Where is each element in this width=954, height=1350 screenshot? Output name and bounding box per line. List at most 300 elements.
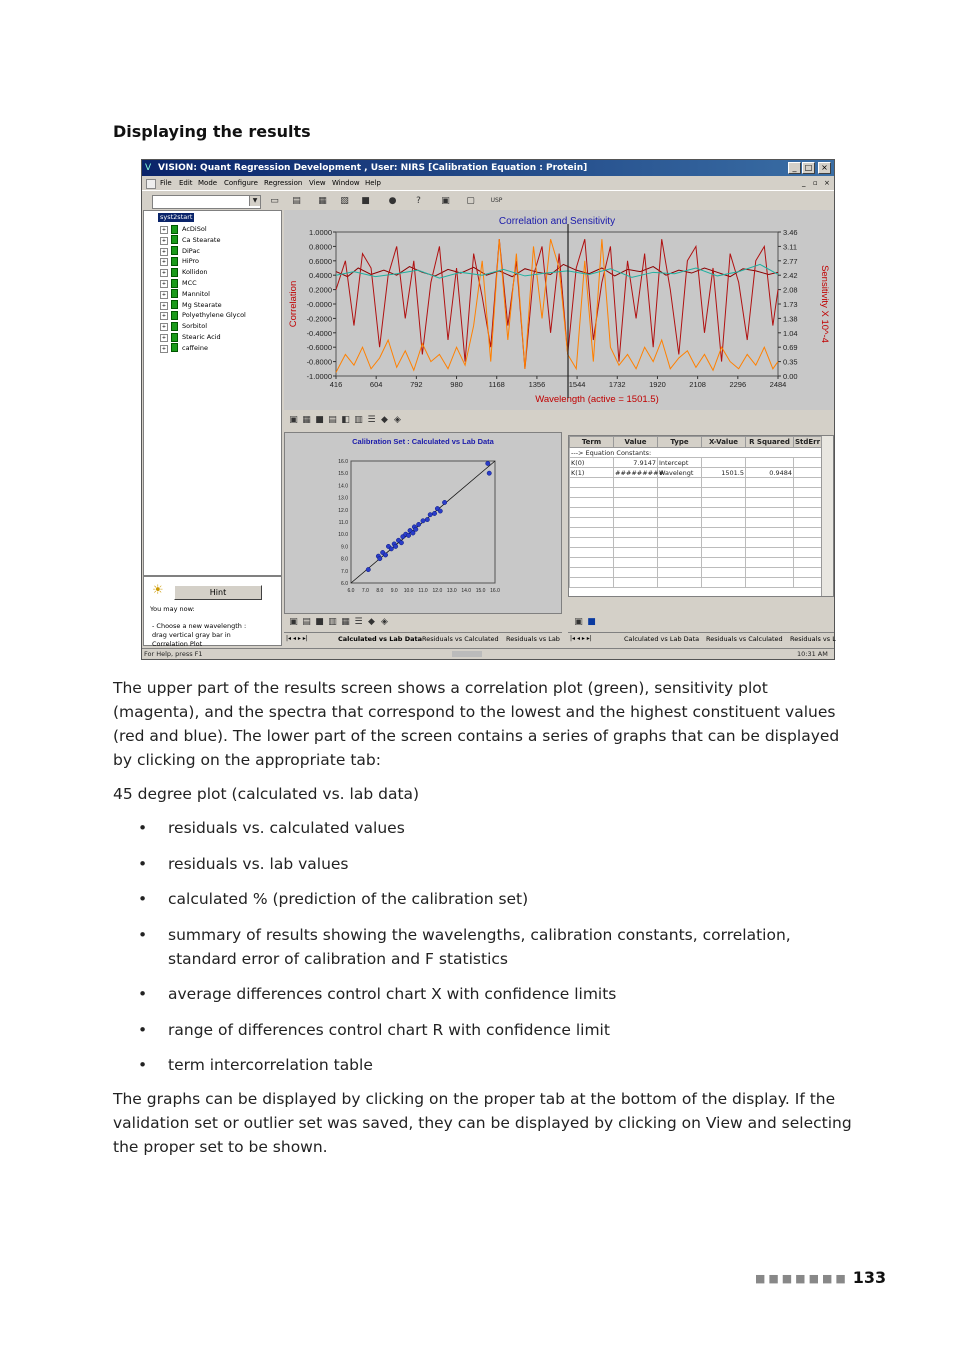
x-tick-label: 604: [369, 380, 383, 389]
scatter-x-tick-label: 14.0: [461, 588, 472, 594]
y2-tick-label: 0.00: [783, 372, 798, 381]
new-icon[interactable]: ▭: [270, 196, 279, 206]
chart-title: Correlation and Sensitivity: [498, 216, 616, 227]
folder-icon: [171, 268, 178, 277]
table-cell[interactable]: [702, 518, 746, 528]
scatter-point: [414, 527, 418, 531]
tab-residuals-vs-lab[interactable]: Residuals vs Lab: [506, 635, 560, 643]
table-cell[interactable]: [794, 488, 822, 498]
scatter-point: [416, 522, 420, 526]
table-cell[interactable]: [570, 558, 614, 568]
table-cell[interactable]: [746, 548, 794, 558]
scatter-point: [406, 533, 410, 537]
lightbulb-icon: ☀: [152, 583, 164, 598]
scatter-y-tick-label: 14.0: [338, 483, 348, 490]
status-progress: [452, 651, 482, 657]
expand-icon[interactable]: +: [161, 335, 167, 341]
scatter-x-tick-label: 16.0: [490, 588, 500, 594]
table-cell[interactable]: [746, 488, 794, 498]
table-cell[interactable]: [746, 498, 794, 508]
column-header[interactable]: X-Value: [702, 437, 746, 448]
table-cell[interactable]: [702, 568, 746, 578]
table-cell[interactable]: [658, 498, 702, 508]
table-cell[interactable]: [794, 558, 822, 568]
y2-tick-label: 3.46: [783, 228, 798, 237]
expand-icon[interactable]: +: [161, 248, 167, 255]
table-cell[interactable]: [614, 568, 658, 578]
menu-mode[interactable]: Mode: [198, 179, 218, 187]
x-tick-label: 792: [410, 380, 423, 389]
scatter-point: [428, 512, 432, 516]
column-header[interactable]: Value: [614, 437, 658, 448]
tab-calculated-vs-lab-right[interactable]: Calculated vs Lab Data: [624, 635, 700, 643]
folder-icon: [171, 289, 178, 298]
camera-icon[interactable]: ▣: [289, 617, 298, 627]
window-title: VISION: Quant Regression Development , User: NIRS [Calibration Equation : Protein]: [158, 163, 588, 173]
tree-item[interactable]: [160, 300, 222, 310]
scatter-y-tick-label: 16.0: [338, 459, 348, 465]
table-cell[interactable]: [702, 578, 746, 588]
scatter-point: [399, 541, 403, 545]
tree-item[interactable]: [160, 310, 246, 320]
tree-item[interactable]: [160, 332, 221, 342]
axes-icon[interactable]: ▦: [341, 617, 350, 627]
y-tick-label: 0.4000: [309, 271, 332, 281]
table-cell[interactable]: [746, 518, 794, 528]
hint-button[interactable]: Hint: [174, 585, 262, 600]
bullet-item: • residuals vs. lab values: [113, 852, 853, 876]
table-row: [570, 488, 822, 498]
bullet-list: [113, 816, 853, 1089]
tree-item-label: DiPac: [182, 246, 200, 255]
page-number-text: 133: [852, 1268, 887, 1287]
print-icon[interactable]: ▣: [441, 196, 450, 206]
preview-icon[interactable]: ▢: [466, 196, 475, 206]
table-cell[interactable]: [794, 528, 822, 538]
y-tick-label: -0.4000: [306, 328, 332, 338]
table-cell[interactable]: [658, 508, 702, 518]
status-text: For Help, press F1: [144, 650, 203, 658]
table-cell[interactable]: K(1): [570, 468, 614, 478]
vertical-scrollbar[interactable]: [821, 436, 833, 596]
scatter-y-tick-label: 9.0: [341, 544, 348, 551]
save-icon[interactable]: ■: [361, 196, 370, 206]
expand-icon[interactable]: +: [161, 324, 167, 331]
table-cell[interactable]: [746, 528, 794, 538]
tree-item[interactable]: [160, 321, 207, 331]
calibration-chart-panel: [284, 432, 562, 614]
table-cell[interactable]: [794, 578, 822, 588]
table-cell[interactable]: [658, 488, 702, 498]
minimize-button[interactable]: _: [788, 162, 801, 174]
help-pointer-icon[interactable]: ?: [416, 196, 421, 206]
table-cell[interactable]: [614, 538, 658, 548]
results-table: [569, 436, 822, 588]
mdi-minimize-button[interactable]: _: [802, 179, 806, 187]
chevron-down-icon[interactable]: ▼: [249, 196, 260, 206]
grid-icon[interactable]: ▦: [302, 415, 311, 425]
x-tick-label: 1168: [488, 380, 505, 389]
scatter-x-tick-label: 9.0: [390, 588, 398, 594]
table-row: [570, 498, 822, 508]
selector-combo[interactable]: [152, 195, 261, 209]
scatter-x-tick-label: 10.0: [403, 588, 414, 594]
table-cell[interactable]: [614, 528, 658, 538]
column-header[interactable]: StdErr: [794, 438, 821, 446]
y2-tick-label: 3.11: [783, 242, 798, 252]
bullet-item: • term intercorrelation table: [113, 1053, 853, 1077]
bullet-item: • residuals vs. calculated values: [113, 816, 853, 840]
bullet-item: • average differences control chart X with confidence limits: [113, 982, 853, 1006]
table-cell[interactable]: [570, 548, 614, 558]
table-cell[interactable]: [658, 568, 702, 578]
tab-residuals-vs-calculated[interactable]: Residuals vs Calculated: [422, 635, 499, 643]
menu-help[interactable]: Help: [365, 179, 381, 187]
table-cell[interactable]: [702, 498, 746, 508]
scatter-point: [425, 517, 429, 521]
page-number: [755, 1268, 886, 1287]
table-cell[interactable]: [794, 508, 822, 518]
table-row: [570, 468, 822, 478]
expand-icon[interactable]: +: [161, 259, 167, 266]
correlation-chart[interactable]: [284, 210, 834, 410]
grid-toolbar: [572, 614, 598, 630]
table-cell[interactable]: [794, 468, 822, 478]
table-cell[interactable]: K(0): [570, 458, 614, 468]
scatter-x-tick-label: 6.0: [347, 588, 355, 594]
tree-item[interactable]: [160, 246, 200, 256]
y2-tick-label: 0.69: [783, 343, 798, 353]
table-cell[interactable]: [570, 488, 614, 498]
table-cell[interactable]: [746, 508, 794, 518]
tree-item[interactable]: [160, 267, 208, 277]
scatter-point: [378, 556, 382, 560]
table-row: [570, 528, 822, 538]
y-tick-label: -1.0000: [306, 372, 332, 381]
tree-item[interactable]: [160, 224, 207, 234]
table-cell[interactable]: [658, 518, 702, 528]
table-cell[interactable]: [702, 458, 746, 468]
table-cell[interactable]: [614, 558, 658, 568]
expand-icon[interactable]: +: [161, 281, 167, 287]
table-cell[interactable]: [614, 548, 658, 558]
scatter-y-tick-label: 13.0: [338, 495, 348, 502]
status-time: 10:31 AM: [797, 650, 828, 658]
table-cell[interactable]: [658, 558, 702, 568]
folder-icon: [171, 225, 178, 234]
scatter-x-tick-label: 11.0: [418, 588, 428, 594]
open-folder-icon[interactable]: ▤: [292, 196, 301, 206]
paragraph-3: The graphs can be displayed by clicking on the proper tab at the bottom of the display. If the validation set or outlier set was saved, they can be displayed by clicking on View and selecting the proper set to be shown.: [113, 1090, 852, 1156]
tree-item-label: Ca Stearate: [182, 235, 221, 244]
scatter-point: [432, 511, 436, 515]
scatter-y-tick-label: 10.0: [338, 532, 348, 539]
tree-item-label: Kollidon: [182, 268, 208, 277]
results-grid[interactable]: [568, 435, 834, 597]
table-cell[interactable]: 7.9147: [614, 458, 658, 468]
table-cell[interactable]: [570, 568, 614, 578]
expand-icon[interactable]: +: [161, 302, 167, 309]
points-icon[interactable]: ◆: [381, 415, 388, 425]
table-cell[interactable]: [746, 478, 794, 488]
menu-edit[interactable]: Edit: [179, 179, 193, 187]
y-tick-label: -0.2000: [306, 314, 332, 324]
hint-line1: You may now:: [150, 605, 195, 613]
tab-residuals-vs-lab-right[interactable]: Residuals vs L: [790, 635, 836, 643]
table-cell[interactable]: #########: [615, 468, 665, 477]
folder-icon: [171, 311, 178, 320]
folder-icon: [171, 246, 178, 255]
table-row: [570, 508, 822, 518]
annotate-icon[interactable]: ◈: [394, 415, 401, 425]
table-cell[interactable]: [614, 508, 658, 518]
main-toolbar: [142, 190, 834, 211]
y2-tick-label: 0.35: [783, 357, 798, 367]
scatter-point: [366, 567, 370, 571]
doc-icon: [146, 179, 156, 189]
tab-strip-right: [568, 632, 834, 645]
camera-icon[interactable]: ▣: [289, 415, 298, 425]
plot-area: [336, 232, 778, 376]
table-cell[interactable]: [702, 528, 746, 538]
paragraph-1: The upper part of the results screen shows a correlation plot (green), sensitivity plot (magenta), and the spectra that correspond to the lowest and the highest constituent values (red and blue). The lower part of the screen contains a series of graphs that can be displayed by clicking on the appropriate tab:: [113, 679, 840, 769]
app-logo-icon: V: [145, 163, 152, 173]
scatter-x-tick-label: 7.0: [361, 588, 369, 594]
table-cell[interactable]: [570, 538, 614, 548]
menu-window[interactable]: Window: [332, 179, 360, 187]
expand-icon[interactable]: +: [161, 270, 167, 277]
table-cell[interactable]: [702, 538, 746, 548]
table-row: [570, 558, 822, 568]
scatter-y-tick-label: 6.0: [341, 581, 348, 587]
y-tick-label: 1.0000: [309, 228, 332, 237]
table-cell[interactable]: [702, 488, 746, 498]
y2-tick-label: 2.08: [783, 285, 798, 295]
tree-item[interactable]: [160, 256, 199, 266]
zoom-icon[interactable]: ▥: [328, 617, 337, 627]
results-header-row: [570, 437, 822, 448]
tree-item-label: Stearic Acid: [182, 333, 221, 341]
table-cell[interactable]: ---> Equation Constants:: [570, 448, 822, 458]
x-tick-label: 416: [329, 380, 343, 389]
expand-icon[interactable]: +: [161, 345, 167, 352]
x-tick-label: 1356: [528, 380, 546, 389]
table-cell[interactable]: [702, 558, 746, 568]
usp-icon[interactable]: USP: [490, 197, 503, 204]
table-cell[interactable]: [570, 578, 614, 588]
status-bar: [142, 648, 834, 660]
table-cell[interactable]: [614, 478, 658, 488]
folder-icon[interactable]: ▧: [340, 196, 349, 206]
table-cell[interactable]: [658, 528, 702, 538]
scatter-point: [438, 509, 442, 513]
scatter-x-tick-label: 12.0: [432, 588, 443, 594]
menu-configure[interactable]: Configure: [224, 179, 258, 187]
y-axis-label: Correlation: [288, 280, 299, 328]
info-icon[interactable]: ●: [388, 196, 397, 206]
table-row: [570, 568, 822, 578]
tree-root-item[interactable]: syst2start: [160, 213, 193, 221]
points-icon[interactable]: ◆: [368, 617, 375, 627]
table-cell[interactable]: 1501.5: [702, 468, 746, 478]
scatter-y-tick-label: 7.0: [341, 568, 348, 575]
page-dots: ■■■■■■■: [755, 1272, 849, 1285]
graph-toolbar-bottom: [287, 614, 391, 630]
scatter-y-tick-label: 12.0: [338, 507, 348, 514]
table-cell[interactable]: [794, 458, 822, 468]
tab-nav-arrows[interactable]: |◂ ◂ ▸ ▸|: [570, 635, 592, 642]
table-cell[interactable]: Intercept: [658, 458, 702, 468]
table-cell[interactable]: 0.9484: [746, 468, 794, 478]
tree-item[interactable]: [160, 235, 220, 245]
scatter-point: [442, 500, 446, 504]
x-tick-label: 1920: [649, 380, 666, 389]
column-header[interactable]: Term: [570, 437, 614, 448]
scatter-point: [486, 461, 490, 465]
column-header[interactable]: R Squared: [746, 437, 794, 448]
tree-item-label: Polyethylene Glycol: [182, 311, 246, 320]
menu-view[interactable]: View: [309, 179, 326, 187]
table-cell[interactable]: [570, 478, 614, 488]
x-tick-label: 1732: [608, 380, 626, 389]
y-tick-label: -0.6000: [306, 343, 332, 353]
legend-icon[interactable]: ☰: [367, 415, 376, 425]
tab-calculated-vs-lab[interactable]: Calculated vs Lab Data: [338, 635, 422, 643]
tree-item-label: Mg Stearate: [182, 300, 222, 309]
save-icon[interactable]: ■: [587, 617, 596, 627]
table-cell[interactable]: [570, 518, 614, 528]
close-button[interactable]: ×: [818, 162, 831, 174]
expand-icon[interactable]: +: [161, 227, 167, 233]
window-titlebar: [142, 160, 834, 176]
tree-item-label: MCC: [182, 279, 197, 287]
table-cell[interactable]: [794, 548, 822, 558]
x-tick-label: 1544: [568, 380, 586, 389]
hint-panel: [143, 576, 282, 646]
legend-icon[interactable]: ☰: [354, 617, 363, 627]
menu-bar: [142, 176, 834, 190]
table-cell[interactable]: [658, 478, 702, 488]
app-screenshot: [141, 159, 835, 660]
y-tick-label: 0.2000: [309, 285, 332, 295]
table-cell[interactable]: [746, 568, 794, 578]
table-row: [570, 548, 822, 558]
table-cell[interactable]: [794, 518, 822, 528]
mdi-restore-button[interactable]: ▫: [813, 179, 818, 187]
mdi-close-button[interactable]: ×: [824, 179, 830, 187]
print-icon[interactable]: ▤: [302, 617, 311, 627]
table-cell[interactable]: [794, 498, 822, 508]
table-cell[interactable]: [746, 578, 794, 588]
tab-strip-left: [284, 632, 562, 645]
y-tick-label: 0.6000: [309, 256, 332, 266]
tree-item[interactable]: [160, 289, 210, 299]
table-cell[interactable]: [614, 488, 658, 498]
folder-icon: [171, 279, 178, 288]
table-cell[interactable]: Wavelengt: [658, 468, 702, 478]
table-cell[interactable]: [658, 578, 702, 588]
table-row: [570, 518, 822, 528]
tree-item[interactable]: [160, 343, 208, 353]
table-cell[interactable]: [658, 538, 702, 548]
table-row: [570, 458, 822, 468]
axes-icon[interactable]: ▥: [354, 415, 363, 425]
y-tick-label: -0.8000: [306, 357, 332, 367]
marker-icon[interactable]: ◧: [341, 415, 350, 425]
library-tree: [143, 210, 282, 576]
table-cell[interactable]: [658, 548, 702, 558]
scatter-point: [421, 519, 425, 523]
table-cell[interactable]: [570, 498, 614, 508]
y2-tick-label: 1.73: [783, 300, 798, 309]
menu-regression[interactable]: Regression: [264, 179, 303, 187]
scatter-title: Calibration Set : Calculated vs Lab Data: [352, 437, 494, 446]
bullet-item: • summary of results showing the wavelengths, calibration constants, correlation, standard error of calibration and F statistics: [113, 923, 853, 971]
scatter-x-tick-label: 13.0: [446, 588, 457, 594]
x-tick-label: 2296: [729, 380, 747, 389]
zoom-icon[interactable]: ▤: [328, 415, 337, 425]
table-cell[interactable]: [614, 518, 658, 528]
print-icon[interactable]: ▣: [574, 617, 583, 627]
color-icon[interactable]: ■: [315, 617, 324, 627]
table-row: [570, 448, 822, 458]
annotate-icon[interactable]: ◈: [381, 617, 388, 627]
table-cell[interactable]: [702, 548, 746, 558]
calibration-scatter-chart[interactable]: [285, 433, 561, 613]
table-cell[interactable]: [702, 508, 746, 518]
table-cell[interactable]: [614, 578, 658, 588]
table-cell[interactable]: [746, 458, 794, 468]
column-header[interactable]: Type: [658, 437, 702, 448]
maximize-button[interactable]: □: [802, 162, 815, 174]
table-cell[interactable]: [746, 558, 794, 568]
tree-item[interactable]: [160, 278, 197, 288]
table-row: [570, 538, 822, 548]
graph-toolbar-top: [287, 412, 404, 428]
scatter-y-tick-label: 15.0: [338, 471, 348, 478]
folder-icon: [171, 333, 178, 342]
y-tick-label: -0.0000: [306, 300, 332, 309]
y2-tick-label: 2.77: [783, 256, 798, 266]
cut-icon[interactable]: ▦: [318, 196, 327, 206]
correlation-chart-panel: [284, 210, 834, 410]
scatter-point: [383, 553, 387, 557]
tree-item-label: Mannitol: [182, 289, 210, 298]
scatter-x-tick-label: 8.0: [376, 588, 384, 594]
expand-icon[interactable]: +: [161, 313, 167, 320]
table-cell[interactable]: [570, 508, 614, 518]
bullet-item: • calculated % (prediction of the calibration set): [113, 887, 853, 911]
table-cell[interactable]: [794, 568, 822, 578]
table-cell[interactable]: [614, 498, 658, 508]
expand-icon[interactable]: +: [161, 291, 167, 298]
x-tick-label: 2484: [769, 380, 787, 389]
table-cell[interactable]: [702, 478, 746, 488]
menu-file[interactable]: File: [160, 179, 172, 187]
table-cell[interactable]: [794, 538, 822, 548]
folder-icon: [171, 322, 178, 331]
table-cell[interactable]: [794, 478, 822, 488]
tab-nav-arrows[interactable]: |◂ ◂ ▸ ▸|: [286, 635, 308, 642]
scatter-y-tick-label: 8.0: [341, 556, 348, 563]
table-cell[interactable]: [746, 538, 794, 548]
table-cell[interactable]: [570, 528, 614, 538]
bullet-item: • range of differences control chart R with confidence limit: [113, 1018, 853, 1042]
expand-icon[interactable]: +: [161, 237, 167, 244]
x-tick-label: 980: [450, 380, 463, 389]
color-icon[interactable]: ■: [315, 415, 324, 425]
tab-residuals-vs-calculated-right[interactable]: Residuals vs Calculated: [706, 635, 783, 643]
